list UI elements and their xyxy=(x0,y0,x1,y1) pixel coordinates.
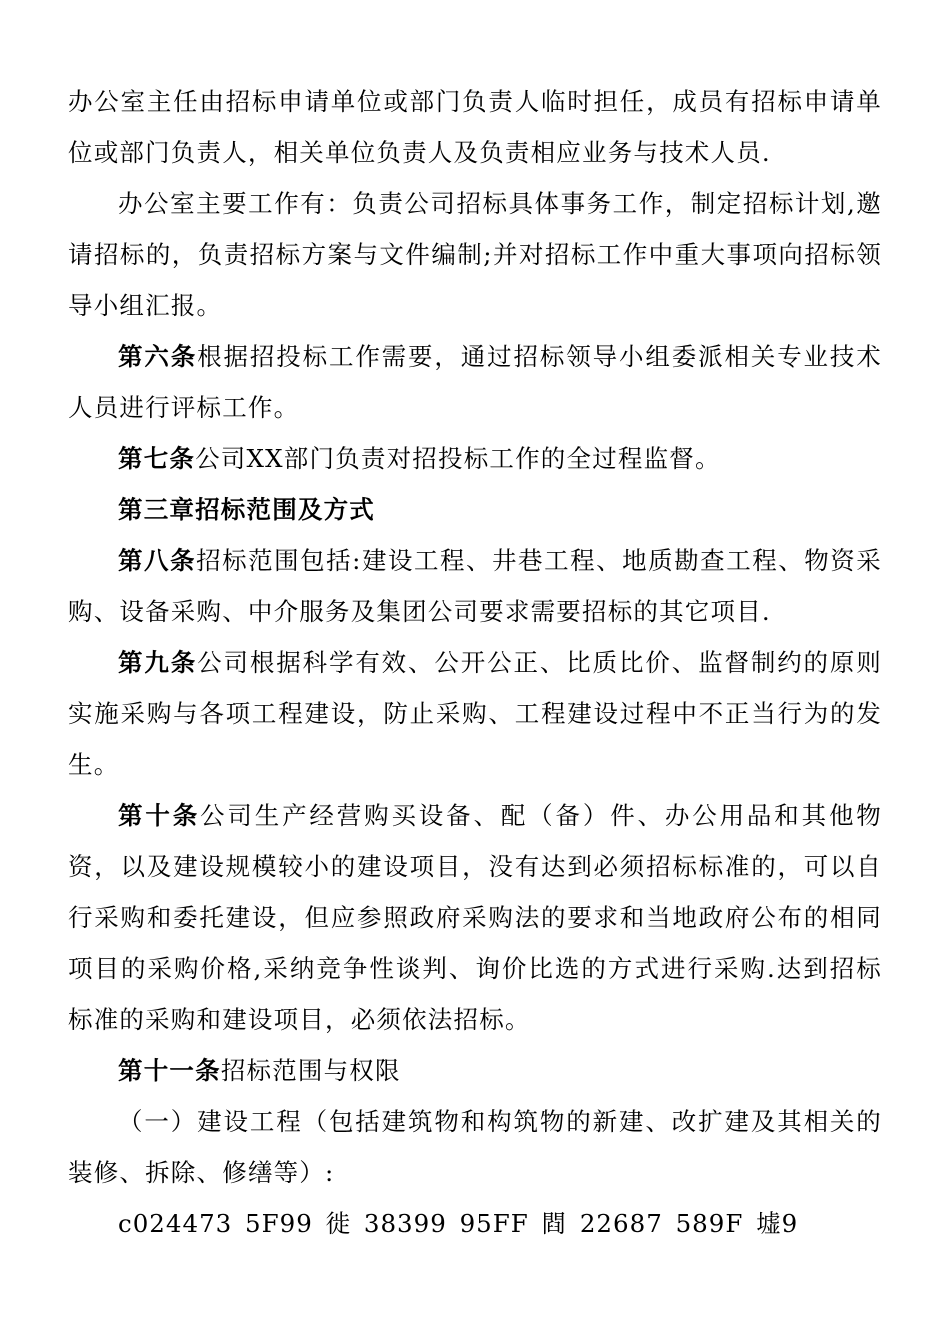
code-text: c024473 5F99 徙 38399 95FF 閰 22687 589F 墟9 xyxy=(118,1209,799,1238)
article-text: 招标范围与权限 xyxy=(220,1056,401,1085)
article-11 xyxy=(68,1045,882,1096)
paragraph-1 xyxy=(68,76,882,178)
article-text: 根据招投标工作需要，通过招标领导小组委派相关专业技术人员进行评标工作。 xyxy=(68,342,882,422)
article-number: 第十条 xyxy=(118,801,201,830)
article-number: 第六条 xyxy=(118,342,198,371)
code-line xyxy=(68,1198,882,1249)
article-number: 第十一条 xyxy=(118,1056,221,1085)
paragraph-text: 办公室主要工作有：负责公司招标具体事务工作，制定招标计划,邀请招标的，负责招标方案与文件编制;并对招标工作中重大事项向招标领导小组汇报。 xyxy=(68,189,882,320)
article-6 xyxy=(68,331,882,433)
article-9 xyxy=(68,637,882,790)
article-7 xyxy=(68,433,882,484)
article-number: 第八条 xyxy=(118,546,197,575)
clause-1 xyxy=(68,1096,882,1198)
article-text: 招标范围包括:建设工程、井巷工程、地质勘查工程、物资采购、设备采购、中介服务及集团公司要求需要招标的其它项目. xyxy=(68,546,882,626)
article-text: 公司XX部门负责对招投标工作的全过程监督。 xyxy=(195,444,721,473)
paragraph-2 xyxy=(68,178,882,331)
article-10 xyxy=(68,790,882,1045)
article-number: 第七条 xyxy=(118,444,196,473)
article-text: 公司根据科学有效、公开公正、比质比价、监督制约的原则实施采购与各项工程建设，防止采购、工程建设过程中不正当行为的发生。 xyxy=(68,648,882,779)
chapter-title: 第三章招标范围及方式 xyxy=(118,495,375,524)
article-text: 公司生产经营购买设备、配（备）件、办公用品和其他物资，以及建设规模较小的建设项目，没有达到必须招标标准的，可以自行采购和委托建设，但应参照政府采购法的要求和当地政府公布的相同项目的采购价格,采纳竞争性谈判、询价比选的方式进行采购.达到招标标准的采购和建设项目，必须依法招标。 xyxy=(68,801,883,1034)
clause-text: （一）建设工程（包括建筑物和构筑物的新建、改扩建及其相关的装修、拆除、修缮等）: xyxy=(68,1107,882,1187)
article-number: 第九条 xyxy=(118,648,198,677)
chapter-heading xyxy=(68,484,882,535)
paragraph-text: 办公室主任由招标申请单位或部门负责人临时担任，成员有招标申请单位或部门负责人，相关单位负责人及负责相应业务与技术人员. xyxy=(68,87,882,167)
article-8 xyxy=(68,535,882,637)
